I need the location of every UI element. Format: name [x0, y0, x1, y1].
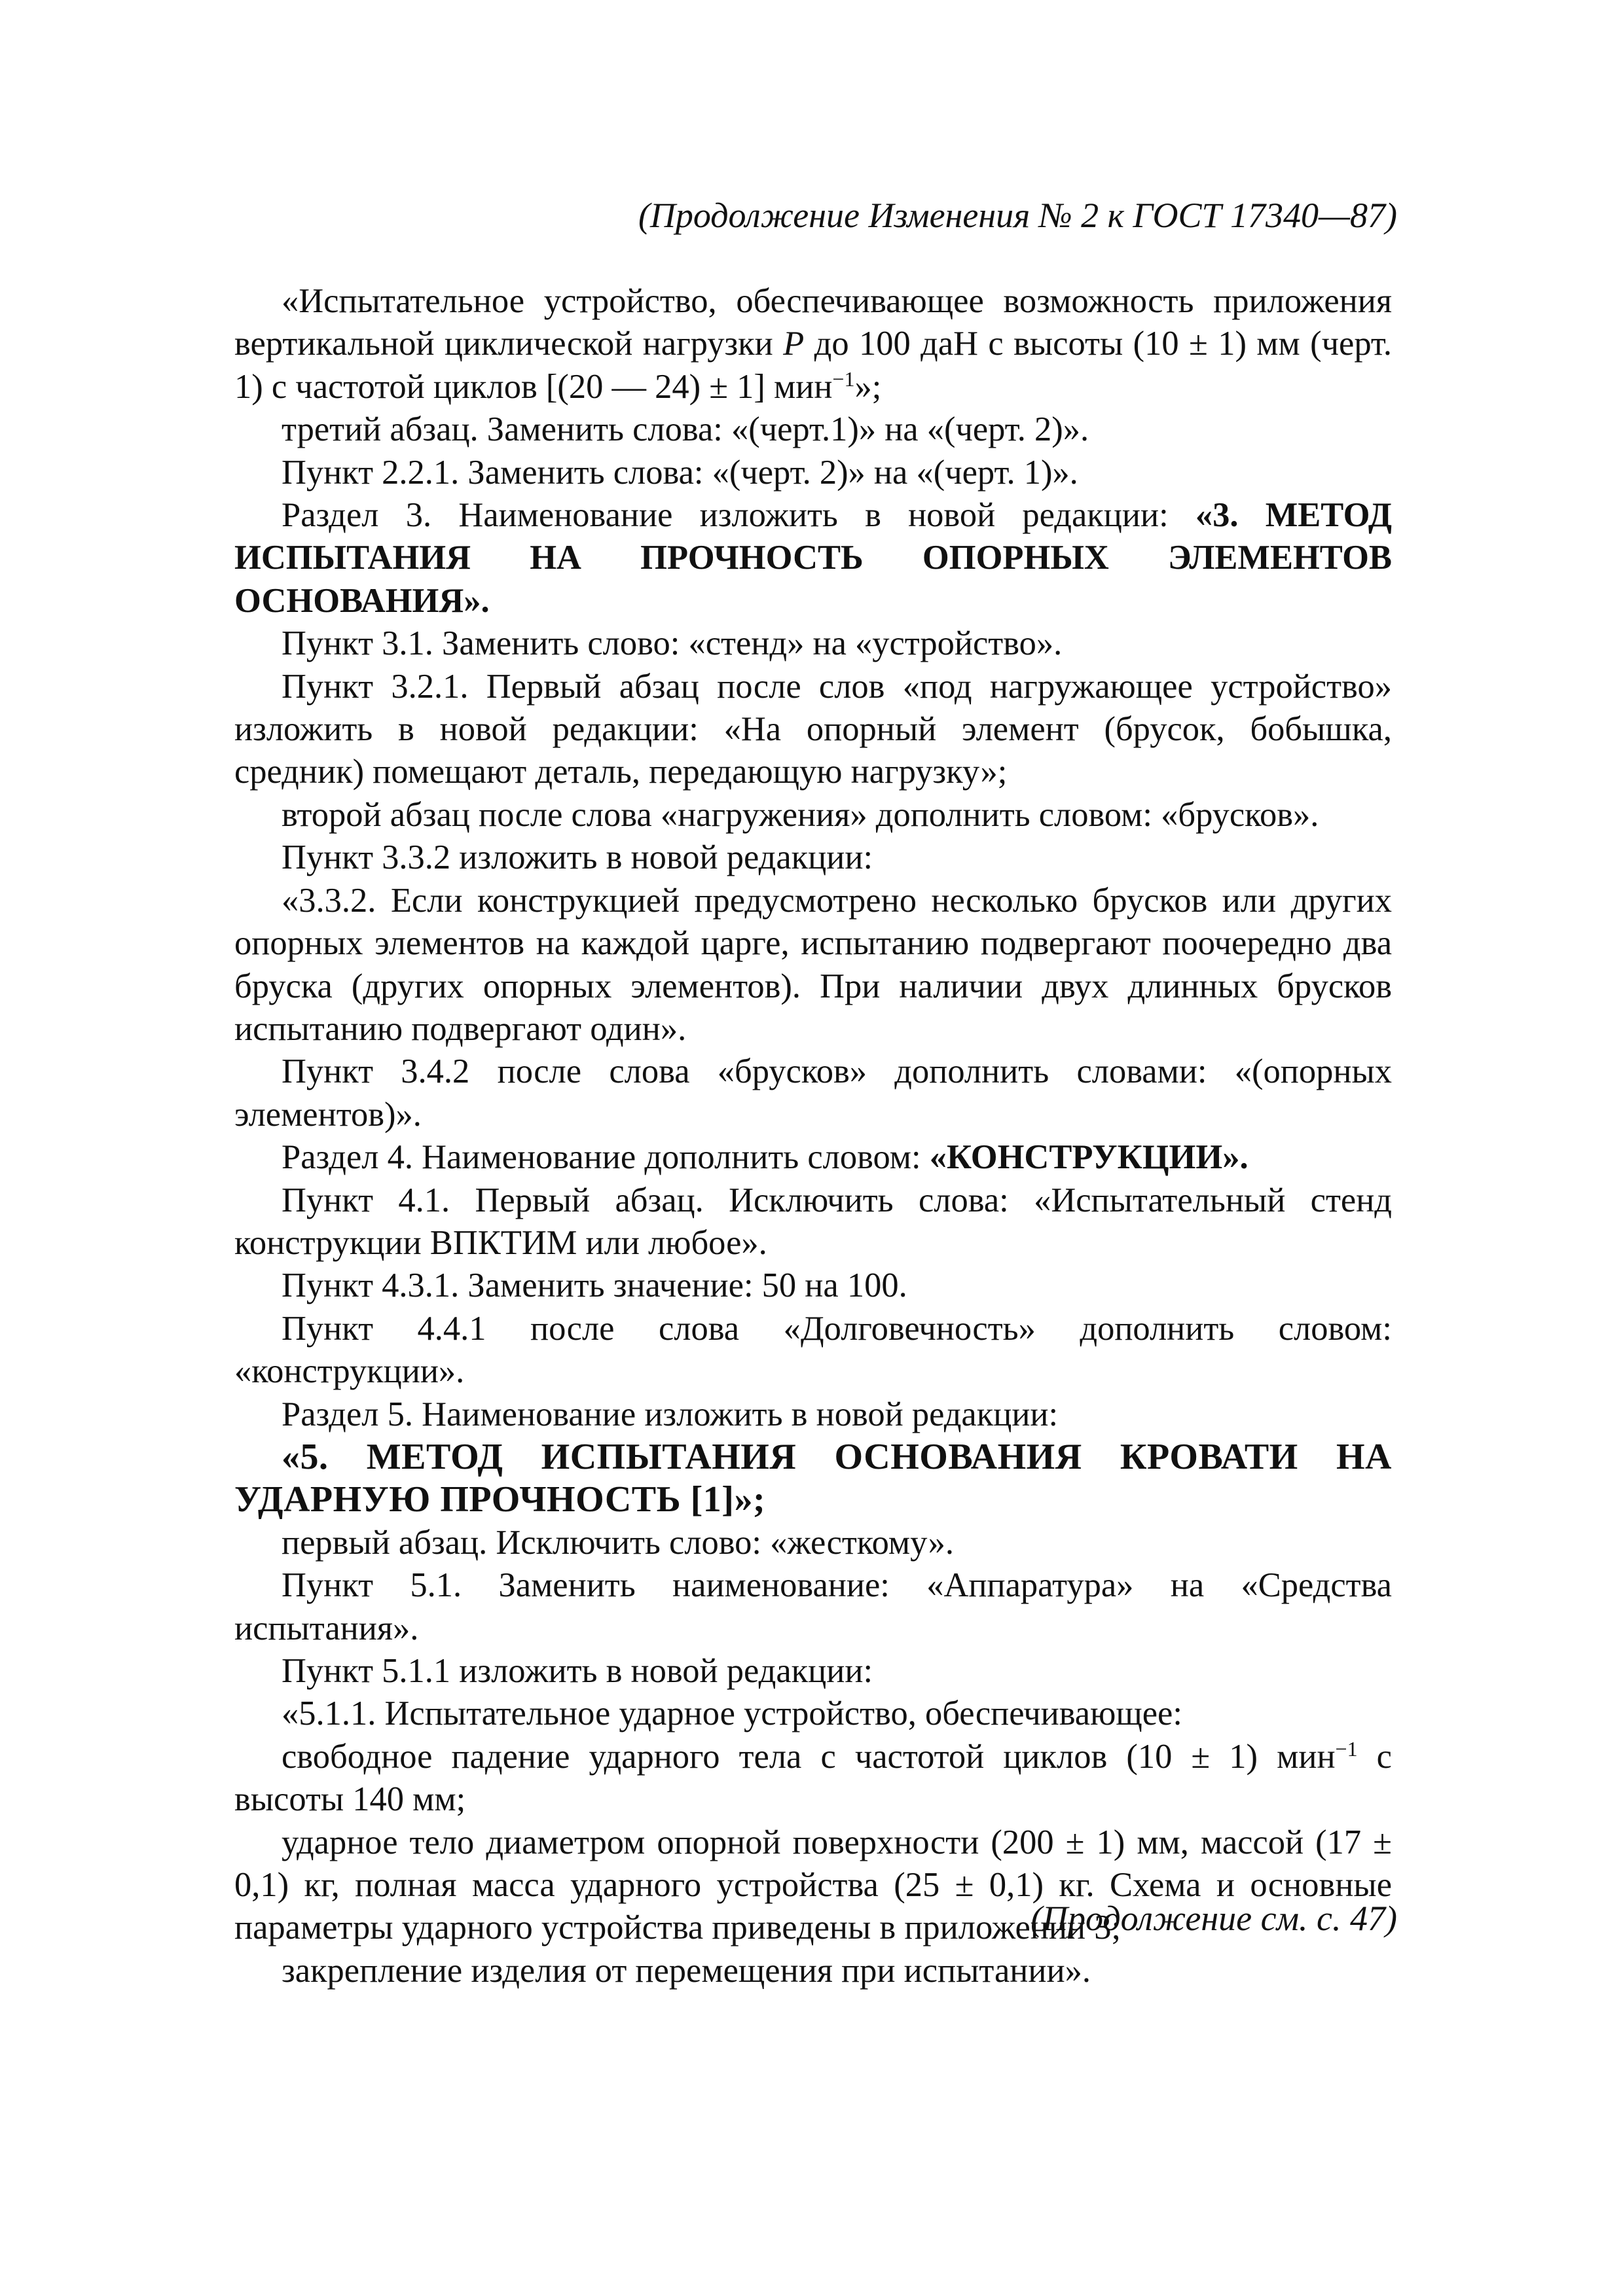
paragraph: Пункт 5.1.1 изложить в новой редакции: — [282, 1652, 873, 1690]
paragraph: «5.1.1. Испытательное ударное устройство, обеспечивающее: — [282, 1695, 1182, 1733]
paragraph: первый абзац. Исключить слово: «жесткому». — [282, 1523, 955, 1562]
paragraph-section-3: Раздел 3. Наименование изложить в новой редакции: «3. МЕТОД ИСПЫТАНИЯ НА ПРОЧНОСТЬ ОПОРНЫХ ЭЛЕМЕНТОВ ОСНОВАНИЯ». — [234, 496, 1392, 620]
paragraph: Пункт 3.4.2 после слова «брусков» дополнить словами: «(опорных элементов)». — [234, 1052, 1392, 1134]
paragraph-section-4: Раздел 4. Наименование дополнить словом: «КОНСТРУКЦИИ». — [282, 1138, 1249, 1177]
paragraph: Пункт 3.3.2 изложить в новой редакции: — [282, 838, 873, 877]
paragraph: Пункт 3.2.1. Первый абзац после слов «под нагружающее устройство» изложить в новой редакции: «На опорный элемент (брусок, бобышка, средник) помещают деталь, передающую нагрузку»; — [234, 667, 1392, 791]
paragraph: Пункт 4.3.1. Заменить значение: 50 на 100. — [282, 1266, 907, 1305]
document-body — [234, 280, 1392, 1992]
paragraph: ударное тело диаметром опорной поверхности (200 ± 1) мм, массой (17 ± 0,1) кг, полная масса ударного устройства (25 ± 0,1) кг. Схема и основные параметры ударного устройства приведены в приложении 3; — [234, 1823, 1392, 1947]
paragraph-free-fall: свободное падение ударного тела с частотой циклов (10 ± 1) мин$^{-1}$ с высоты 140 мм; — [234, 1736, 1392, 1819]
paragraph: третий абзац. Заменить слова: «(черт.1)» на «(черт. 2)». — [282, 410, 1089, 449]
paragraph: Пункт 2.2.1. Заменить слова: «(черт. 2)» на «(черт. 1)». — [282, 453, 1078, 492]
paragraph-device-requirements: «Испытательное устройство, обеспечивающее возможность приложения вертикальной циклической нагрузки Р до 100 даН с высоты (10 ± 1) мм (черт. 1) с частотой циклов [(20 — 24) ± 1] мин$^{-1}$»; — [234, 282, 1393, 406]
paragraph: Пункт 3.1. Заменить слово: «стенд» на «устройство». — [282, 624, 1063, 663]
paragraph: второй абзац после слова «нагружения» дополнить словом: «брусков». — [282, 795, 1319, 834]
page-footer: (Продолжение см. с. 47) — [1030, 1899, 1397, 1938]
paragraph: Пункт 4.4.1 после слова «Долговечность» дополнить словом: «конструкции». — [234, 1309, 1392, 1391]
paragraph: «3.3.2. Если конструкцией предусмотрено несколько брусков или других опорных элементов на каждой царге, испытанию подвергают поочередно два бруска (других опорных элементов). При наличии двух длинных брусков испытанию подвергают один». — [234, 881, 1392, 1048]
paragraph: Пункт 4.1. Первый абзац. Исключить слова: «Испытательный стенд конструкции ВПКТИМ или любое». — [234, 1181, 1392, 1262]
paragraph: Пункт 5.1. Заменить наименование: «Аппаратура» на «Средства испытания». — [234, 1566, 1392, 1647]
page-header: (Продолжение Изменения № 2 к ГОСТ 17340—87) — [638, 196, 1397, 235]
section-5-title: «5. МЕТОД ИСПЫТАНИЯ ОСНОВАНИЯ КРОВАТИ НА УДАРНУЮ ПРОЧНОСТЬ [1]»; — [234, 1436, 1392, 1520]
paragraph: закрепление изделия от перемещения при испытании». — [282, 1951, 1091, 1990]
paragraph: Раздел 5. Наименование изложить в новой редакции: — [282, 1395, 1059, 1433]
